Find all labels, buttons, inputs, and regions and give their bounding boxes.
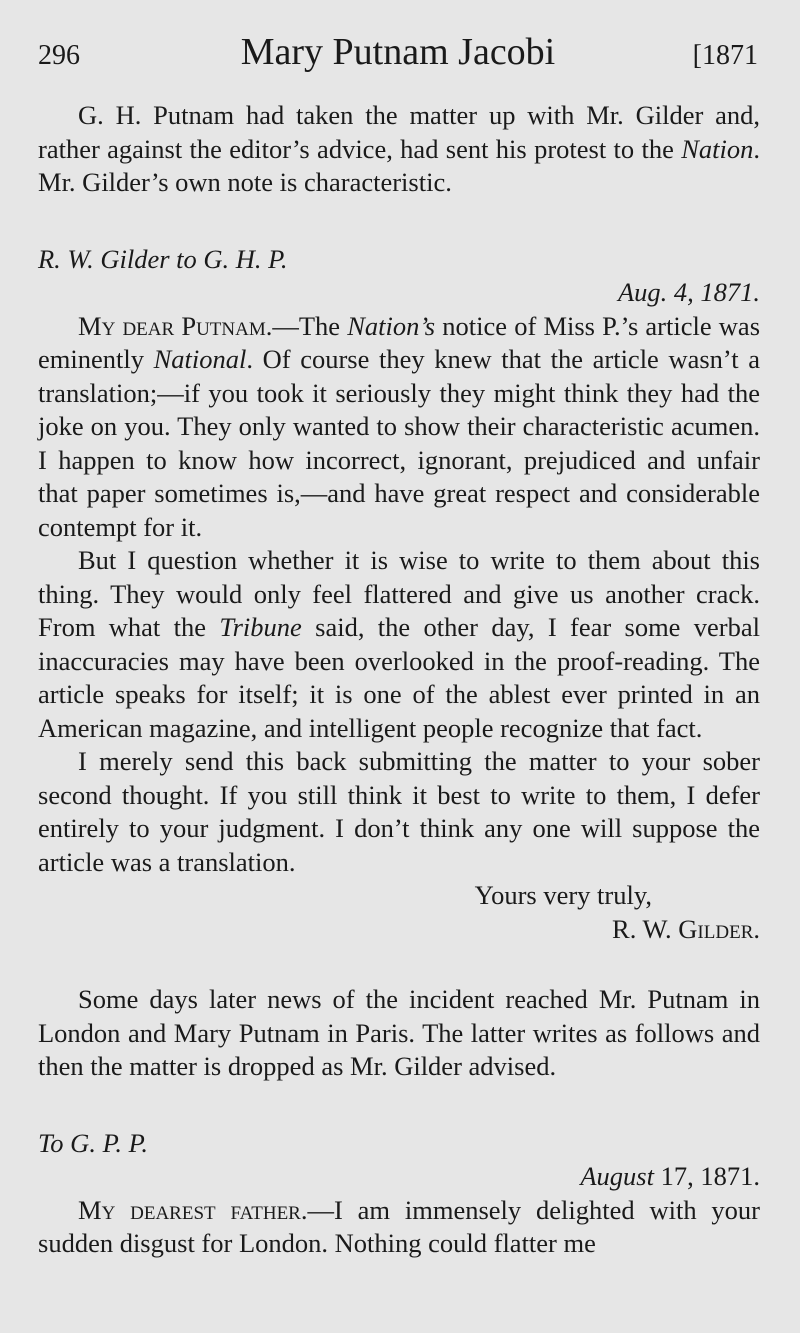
letter2-date: August 17, 1871.	[580, 1161, 760, 1191]
letter2-paragraph-1: My dearest father.—I am immensely delighted with your sudden disgust for London. Nothing could flatter me	[38, 1194, 760, 1258]
letter2-heading: To G. P. P.	[38, 1127, 148, 1158]
letter1-date: Aug. 4, 1871.	[617, 277, 760, 307]
letter1-paragraph-3: I merely send this back submitting the matter to your sober second thought. If you still think it best to write to them, I defer entirely to your judgment. I don’t think any one will suppose the article was a translation.	[38, 746, 760, 877]
letter1-closing: Yours very truly,	[474, 880, 652, 910]
letter2-salutation: My dearest father.	[78, 1194, 308, 1225]
intro-paragraph: G. H. Putnam had taken the matter up with Mr. Gilder and, rather against the editor’s advice, had sent his protest to the Nation. Mr. Gilder’s own note is characteristic.	[38, 100, 760, 197]
running-title: Mary Putnam Jacobi	[240, 31, 556, 73]
letter1-paragraph-1: My dear Putnam.—The Nation’s notice of Miss P.’s article was eminently National. Of course they knew that the article wasn’t a translation;—if you took it seriously they might think they had the joke on you. They only wanted to show their characteristic acumen. I happen to know how incorrect, ignorant, prejudiced and unfair that paper sometimes is,—and have great respect and considerable contempt for it.	[38, 310, 761, 542]
letter1-salutation: My dear Putnam.	[78, 310, 273, 341]
bridge-paragraph: Some days later news of the incident reached Mr. Putnam in London and Mary Putnam in Paris. The latter writes as follows and then the matter is dropped as Mr. Gilder advised.	[38, 984, 760, 1081]
page-body	[38, 99, 760, 1261]
letter1-heading: R. W. Gilder to G. H. P.	[38, 243, 288, 274]
running-year: [1871	[692, 40, 758, 71]
page-number: 296	[38, 40, 80, 71]
letter1-signature: R. W. Gilder.	[612, 913, 760, 944]
running-header	[38, 30, 758, 80]
letter1-paragraph-2: But I question whether it is wise to write to them about this thing. They would only feel flattered and give us another crack. From what the Tribune said, the other day, I fear some verbal inaccuracies may have been overlooked in the proof-reading. The article speaks for itself; it is one of the ablest ever printed in an American magazine, and intelligent people recognize that fact.	[38, 545, 760, 743]
